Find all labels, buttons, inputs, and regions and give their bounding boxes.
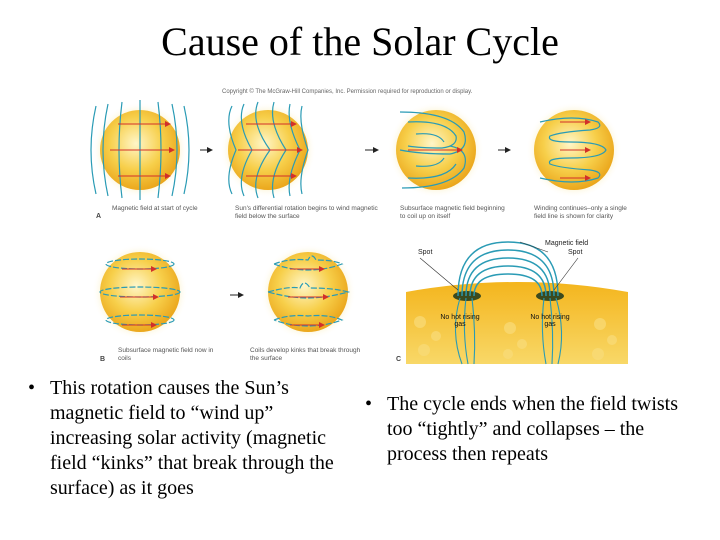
bullet-dot: •: [28, 377, 36, 399]
caption-b2: Coils develop kinks that break through the surface: [250, 347, 361, 362]
caption-a2: Sun's differential rotation begins to wind magnetic field below the surface: [235, 205, 378, 220]
caption-a4: Winding continues–only a single field line is shown for clarity: [534, 205, 627, 220]
caption-b1: Subsurface magnetic field now in coils: [118, 347, 214, 362]
sunspot-surface-panel: [406, 242, 628, 364]
sun-b2: [260, 244, 356, 340]
bullet-text-1: This rotation causes the Sun’s magnetic field to “wind up” increasing solar activity (magnetic field “kinks” that break through the surface) as it goes: [50, 377, 334, 499]
bullet-dot: •: [365, 393, 373, 415]
sun-a4: [526, 102, 622, 198]
label-magnetic-field: Magnetic field: [545, 240, 589, 247]
panel-a-letter: A: [96, 213, 102, 220]
label-no-hot-gas-left: No hot rising gas: [440, 314, 480, 328]
label-spot-right: Spot: [568, 249, 583, 256]
sun-a2: [220, 102, 316, 198]
solar-cycle-figure: [90, 92, 630, 368]
label-spot-left: Spot: [418, 249, 433, 256]
caption-a1: Magnetic field at start of cycle: [112, 205, 198, 212]
panel-b-letter: B: [100, 356, 106, 363]
slide-title: Cause of the Solar Cycle: [161, 19, 559, 64]
bullet-text-2: The cycle ends when the field twists too “tightly” and collapses – the process then repeats: [387, 393, 679, 465]
label-no-hot-gas-right: No hot rising gas: [530, 314, 570, 328]
caption-a3: Subsurface magnetic field beginning to coil up on itself: [400, 205, 505, 220]
sun-b1: [92, 244, 188, 340]
sun-a3: [388, 102, 484, 198]
panel-c-letter: C: [396, 356, 402, 363]
sun-a1: [91, 100, 189, 200]
copyright-notice: Copyright © The McGraw-Hill Companies, Inc. Permission required for reproduction or display.: [222, 89, 473, 95]
